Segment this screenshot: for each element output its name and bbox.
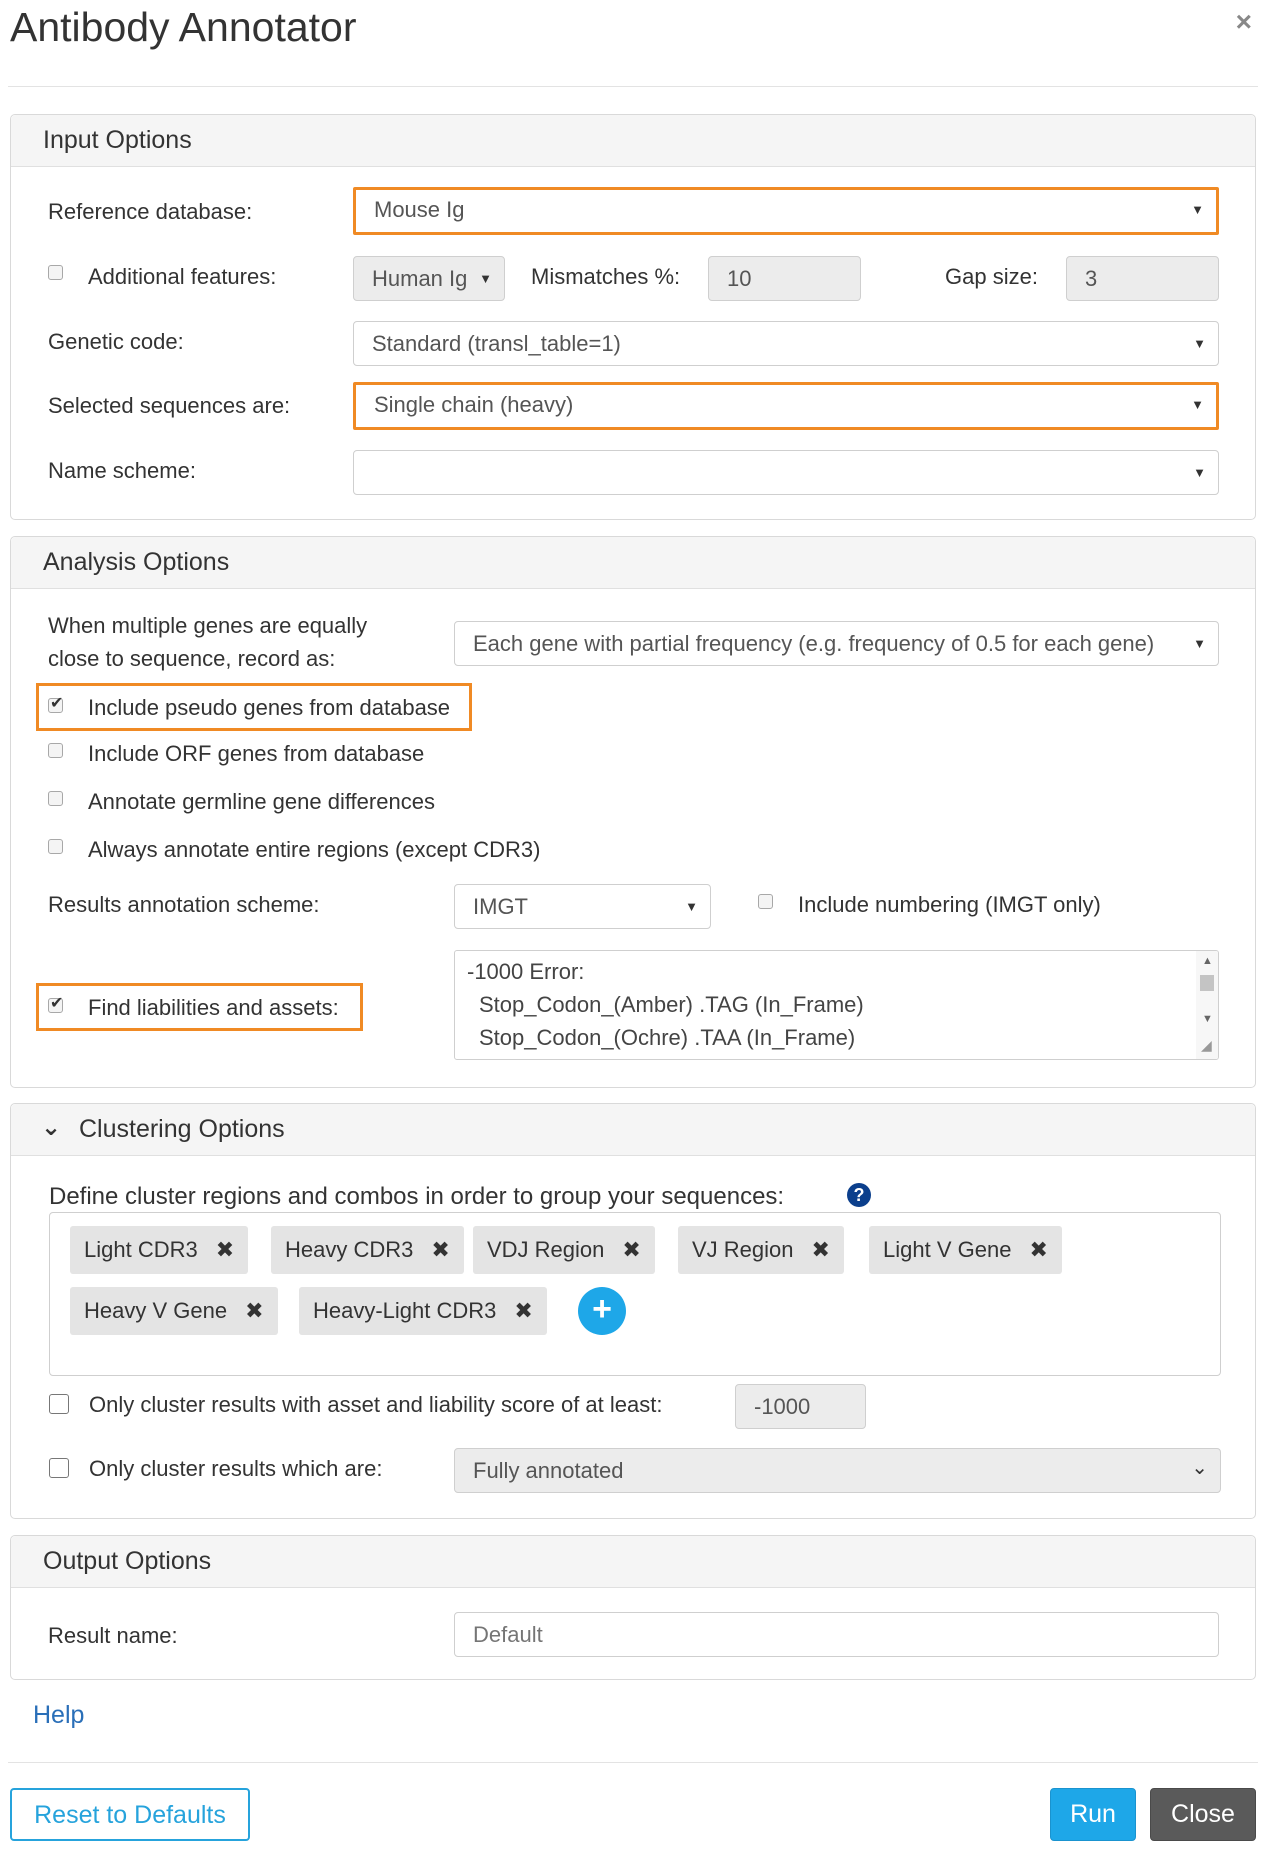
scroll-up-icon[interactable]: ▲ xyxy=(1202,955,1213,967)
input-options-header xyxy=(11,115,1255,167)
orf-genes-checkbox[interactable] xyxy=(48,743,63,758)
cluster-tag[interactable] xyxy=(678,1226,844,1274)
help-icon[interactable]: ? xyxy=(847,1183,871,1207)
cluster-tag-label: Heavy CDR3 xyxy=(285,1237,414,1262)
which-are-select[interactable] xyxy=(454,1448,1221,1493)
entire-regions-label: Always annotate entire regions (except CDR3) xyxy=(88,837,541,862)
cluster-tags-box[interactable] xyxy=(49,1212,1221,1376)
chevron-down-icon: ▼ xyxy=(1193,636,1206,651)
scroll-down-icon[interactable]: ▼ xyxy=(1202,1013,1213,1025)
which-are-value: Fully annotated xyxy=(473,1458,624,1483)
chevron-down-icon: ▼ xyxy=(479,271,492,286)
multiple-genes-select[interactable] xyxy=(454,621,1219,666)
cluster-tag[interactable] xyxy=(70,1287,278,1335)
scroll-thumb[interactable] xyxy=(1200,975,1214,991)
include-numbering-checkbox[interactable] xyxy=(758,894,773,909)
additional-features-label: Additional features: xyxy=(88,264,277,289)
min-score-label: Only cluster results with asset and liability score of at least: xyxy=(89,1392,663,1417)
cluster-instruction: Define cluster regions and combos in order to group your sequences: xyxy=(49,1183,785,1210)
chevron-down-icon: ▼ xyxy=(1193,336,1206,351)
clustering-options-header[interactable] xyxy=(11,1104,1255,1156)
reference-database-select[interactable] xyxy=(353,187,1219,235)
gap-size-input[interactable]: 3 xyxy=(1066,256,1219,301)
liabilities-line: Stop_Codon_(Amber) .TAG (In_Frame) xyxy=(479,992,864,1017)
output-options-panel xyxy=(10,1535,1256,1680)
result-name-input[interactable] xyxy=(454,1612,1219,1657)
run-button[interactable]: Run xyxy=(1050,1788,1136,1841)
germline-differences-checkbox[interactable] xyxy=(48,791,63,806)
liabilities-textarea[interactable] xyxy=(454,950,1219,1060)
results-scheme-value: IMGT xyxy=(473,894,528,919)
liabilities-label: Find liabilities and assets: xyxy=(88,995,339,1020)
output-options-title: Output Options xyxy=(43,1547,212,1575)
input-options-title: Input Options xyxy=(43,126,192,154)
multiple-genes-value: Each gene with partial frequency (e.g. frequency of 0.5 for each gene) xyxy=(473,631,1155,656)
textarea-scrollbar[interactable] xyxy=(1196,951,1218,1059)
min-score-checkbox[interactable] xyxy=(49,1394,69,1414)
cluster-tag[interactable] xyxy=(271,1226,464,1274)
additional-features-value: Human Ig xyxy=(372,266,468,291)
add-cluster-region-button[interactable]: + xyxy=(578,1287,626,1335)
cluster-tag-label: VDJ Region xyxy=(487,1237,605,1262)
which-are-label: Only cluster results which are: xyxy=(89,1456,383,1481)
pseudo-genes-checkbox[interactable] xyxy=(48,695,64,713)
clustering-options-panel xyxy=(10,1103,1256,1519)
cluster-tag-label: VJ Region xyxy=(692,1237,794,1262)
clustering-options-title: Clustering Options xyxy=(79,1115,285,1143)
genetic-code-label: Genetic code: xyxy=(48,329,184,354)
results-scheme-label: Results annotation scheme: xyxy=(48,892,320,917)
footer-divider xyxy=(8,1762,1258,1763)
remove-icon[interactable]: ✖ xyxy=(215,1237,235,1262)
multiple-genes-label-line2: close to sequence, record as: xyxy=(48,646,336,671)
checkmark-icon: ✔ xyxy=(50,995,64,1012)
resize-handle-icon[interactable]: ◢ xyxy=(1201,1037,1212,1053)
cluster-tag[interactable] xyxy=(473,1226,655,1274)
selected-sequences-label: Selected sequences are: xyxy=(48,393,291,418)
result-name-label: Result name: xyxy=(48,1623,178,1648)
selected-sequences-value: Single chain (heavy) xyxy=(374,392,574,417)
reference-database-value: Mouse Ig xyxy=(374,197,465,222)
analysis-options-title: Analysis Options xyxy=(43,548,230,576)
include-numbering-label: Include numbering (IMGT only) xyxy=(798,892,1101,917)
cluster-tag[interactable] xyxy=(299,1287,547,1335)
chevron-down-icon: ▼ xyxy=(1193,465,1206,480)
mismatches-label: Mismatches %: xyxy=(531,264,681,289)
input-options-panel xyxy=(10,114,1256,520)
additional-features-select[interactable] xyxy=(353,256,505,301)
gap-size-label: Gap size: xyxy=(945,264,1038,289)
reference-database-label: Reference database: xyxy=(48,199,253,224)
header-divider xyxy=(8,86,1258,87)
additional-features-checkbox[interactable] xyxy=(48,265,63,280)
remove-icon[interactable]: ✖ xyxy=(245,1298,264,1323)
remove-icon[interactable]: ✖ xyxy=(431,1237,450,1262)
genetic-code-value: Standard (transl_table=1) xyxy=(372,331,621,356)
chevron-down-icon[interactable]: ⌄ xyxy=(41,1114,62,1141)
output-options-header xyxy=(11,1536,1255,1588)
cluster-tag[interactable] xyxy=(70,1226,248,1274)
min-score-input[interactable]: -1000 xyxy=(735,1384,866,1429)
results-scheme-select[interactable] xyxy=(454,884,711,929)
chevron-down-icon: ⌄ xyxy=(1191,1457,1208,1479)
cluster-tag-label: Heavy-Light CDR3 xyxy=(313,1298,497,1323)
remove-icon[interactable]: ✖ xyxy=(622,1237,641,1262)
liabilities-checkbox[interactable] xyxy=(48,995,64,1013)
cluster-tag-label: Heavy V Gene xyxy=(84,1298,228,1323)
analysis-options-header xyxy=(11,537,1255,589)
chevron-down-icon: ▼ xyxy=(1191,397,1204,412)
chevron-down-icon: ▼ xyxy=(685,899,698,914)
close-button[interactable]: Close xyxy=(1150,1788,1256,1841)
selected-sequences-select[interactable] xyxy=(353,382,1219,430)
dialog-title: Antibody Annotator xyxy=(10,4,357,50)
cluster-tag-label: Light CDR3 xyxy=(84,1237,198,1262)
multiple-genes-label-line1: When multiple genes are equally xyxy=(48,613,368,638)
analysis-options-panel xyxy=(10,536,1256,1088)
cluster-tag[interactable] xyxy=(869,1226,1062,1274)
germline-differences-label: Annotate germline gene differences xyxy=(88,789,435,814)
orf-genes-label: Include ORF genes from database xyxy=(88,741,425,766)
remove-icon[interactable]: ✖ xyxy=(514,1298,533,1323)
name-scheme-label: Name scheme: xyxy=(48,458,196,483)
mismatches-input[interactable]: 10 xyxy=(708,256,861,301)
which-are-checkbox[interactable] xyxy=(49,1458,69,1478)
cluster-tag-label: Light V Gene xyxy=(883,1237,1012,1262)
remove-icon[interactable]: ✖ xyxy=(1029,1237,1048,1262)
reset-to-defaults-button[interactable]: Reset to Defaults xyxy=(10,1788,250,1841)
chevron-down-icon: ▼ xyxy=(1191,202,1204,217)
remove-icon[interactable]: ✖ xyxy=(811,1237,830,1262)
liabilities-line: Stop_Codon_(Ochre) .TAA (In_Frame) xyxy=(479,1025,856,1050)
name-scheme-select[interactable] xyxy=(353,450,1219,495)
entire-regions-checkbox[interactable] xyxy=(48,839,63,854)
genetic-code-select[interactable] xyxy=(353,321,1219,366)
liabilities-line: -1000 Error: xyxy=(467,959,585,984)
pseudo-genes-label: Include pseudo genes from database xyxy=(88,695,451,720)
help-link[interactable]: Help xyxy=(33,1701,85,1729)
checkmark-icon: ✔ xyxy=(50,695,64,712)
close-icon[interactable]: × xyxy=(1235,6,1252,37)
